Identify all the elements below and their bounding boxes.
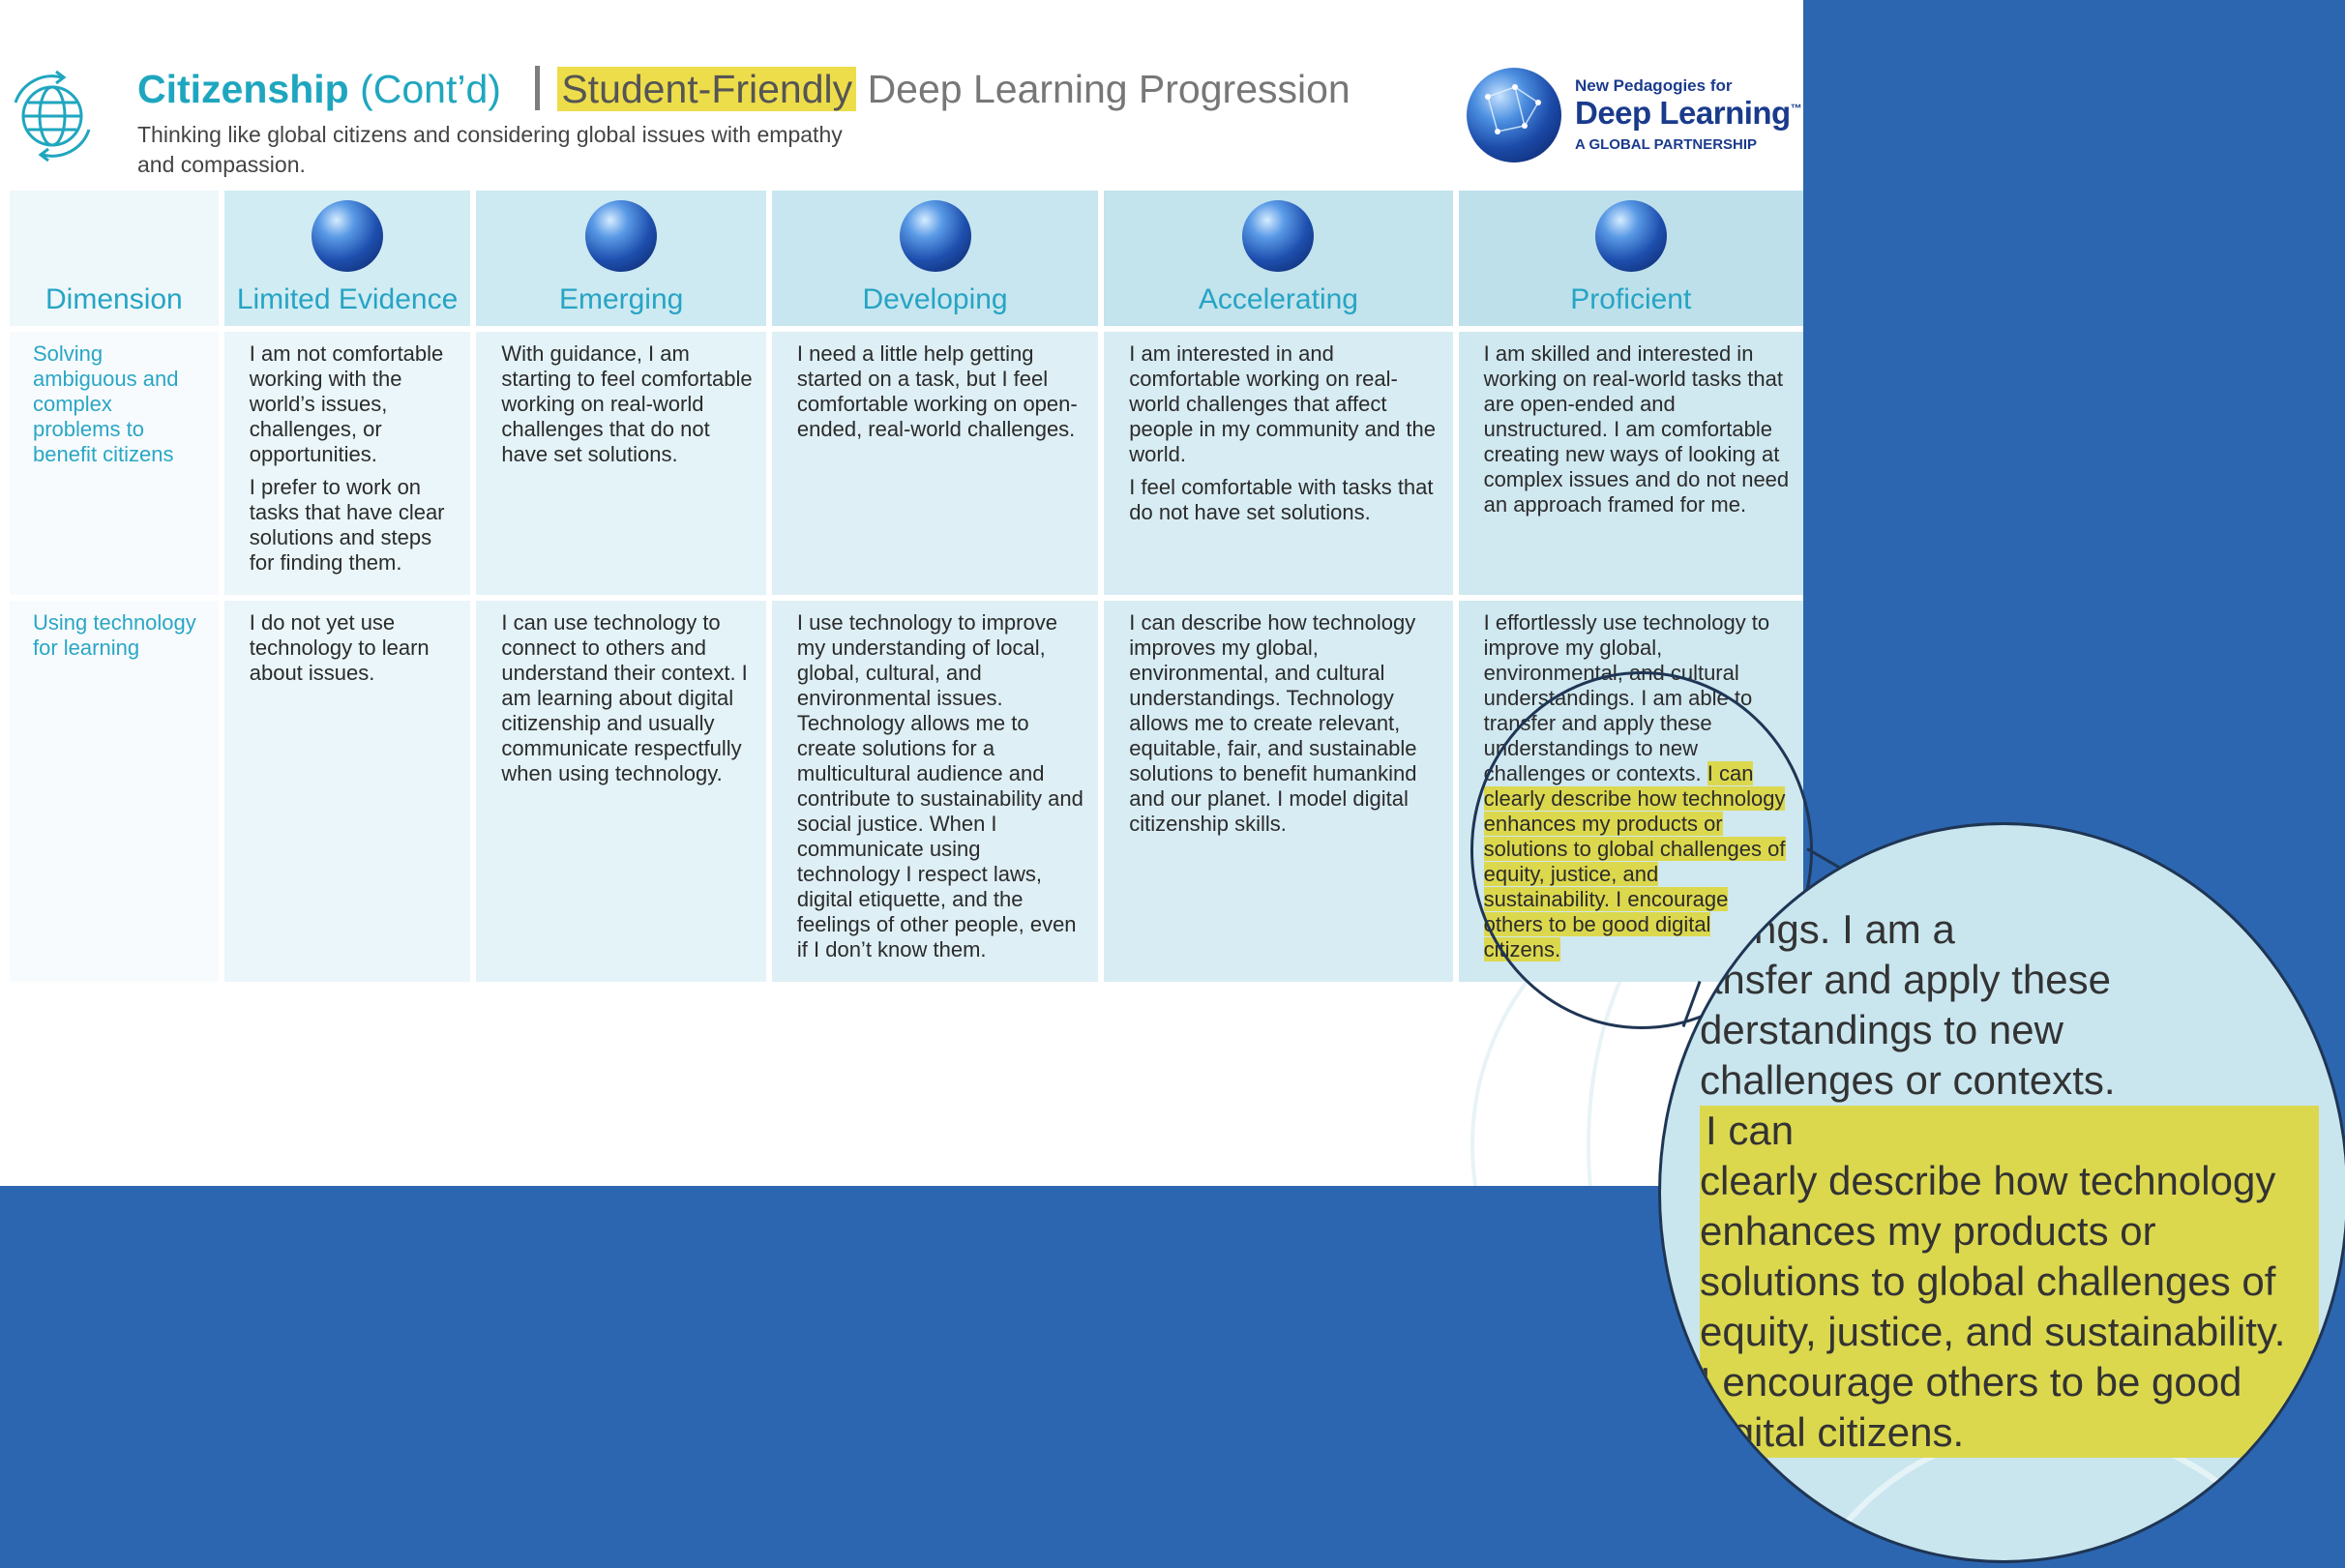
cell-text-plain: I effortlessly use technology to improve my global, environmental, and cultural understandings. I am able to transfer and apply these understandings to new challenges or contexts. [1483, 610, 1770, 785]
zoom-line-plain: challenges or contexts. [1700, 1057, 2116, 1103]
globe-cycle-icon [2, 64, 103, 164]
header-accelerating [1104, 191, 1452, 326]
cell-text: I can use technology to connect to others and understand their context. I am learning about digital citizenship and usually communicate respectfully when using technology. [501, 610, 748, 785]
constellation-icon [1467, 68, 1561, 163]
cell-text: I feel comfortable with tasks that do not have set solutions. [1129, 475, 1434, 524]
cell-limited [224, 601, 471, 982]
header-label: Accelerating [1198, 283, 1358, 315]
cell-text: I prefer to work on tasks that have clear solutions and steps for finding them. [249, 475, 445, 575]
header-dimension [10, 191, 219, 326]
logo-line2-text: Deep Learning [1575, 95, 1791, 131]
logo-line1: New Pedagogies for [1575, 76, 1733, 95]
cell-text: I can describe how technology improves my global, environmental, and cultural understandings. Technology allows me to create relevant, equitable, fair, and sustainable solutions to benefit humankind and our planet. I model digital citizenship skills. [1129, 610, 1417, 836]
level-orb-icon [900, 200, 971, 272]
title-cont: (Cont’d) [360, 67, 501, 111]
title-progression: Deep Learning Progression [867, 67, 1351, 111]
header-label: Emerging [558, 283, 684, 315]
cell-text: I am skilled and interested in working on real-world tasks that are open-ended and unstructured. I am comfortable creating new ways of looking at complex issues and do not need an approach framed for me. [1483, 341, 1790, 517]
subtitle-line1: Thinking like global citizens and considering global issues with empathy [137, 122, 843, 147]
cell-emerging [476, 601, 765, 982]
dimension-cell: Solving ambiguous and complex problems to benefit citizens [10, 332, 219, 595]
page-title [137, 60, 1351, 118]
cell-emerging [476, 332, 765, 595]
cell-limited [224, 332, 471, 595]
cell-developing [772, 601, 1098, 982]
highlighted-text: I can clearly describe how technology enhances my products or solutions to global challenges of equity, justice, and sustainability. I encourage others to be good digital citizens. [1483, 761, 1786, 962]
page-subtitle [137, 120, 931, 180]
zoom-line [1700, 1055, 2319, 1156]
cell-developing [772, 332, 1098, 595]
level-orb-icon [312, 200, 383, 272]
zoom-line: ansfer and apply these [1700, 957, 2111, 1002]
title-separator [535, 66, 540, 110]
subtitle-line2: and compassion. [137, 152, 306, 177]
cell-text: I am interested in and comfortable working on real-world challenges that affect people in my community and the world. [1129, 341, 1436, 466]
header-developing [772, 191, 1098, 326]
zoom-line-highlight: I encourage others to be good [1700, 1357, 2319, 1407]
table-row [10, 332, 1803, 595]
zoom-line-highlight: clearly describe how technology [1700, 1156, 2319, 1206]
zoom-highlight: I can [1700, 1106, 2319, 1156]
header-emerging [476, 191, 765, 326]
header-label: Proficient [1570, 283, 1692, 315]
level-orb-icon [585, 200, 657, 272]
cell-text: With guidance, I am starting to feel comfortable working on real-world challenges that do not have set solutions. [501, 341, 753, 466]
header-label: Developing [862, 283, 1008, 315]
level-orb-icon [1595, 200, 1667, 272]
zoom-line-highlight: solutions to global challenges of [1700, 1257, 2319, 1307]
title-highlight: Student-Friendly [557, 67, 856, 111]
zoom-line: ndings. I am a [1700, 906, 1955, 952]
cell-text: I am not comfortable working with the world’s issues, challenges, or opportunities. [249, 341, 444, 466]
cell-proficient [1459, 332, 1803, 595]
logo-line2 [1575, 95, 1801, 132]
zoom-line-highlight: equity, justice, and sustainability. [1700, 1307, 2319, 1357]
cell-text: I need a little help getting started on a task, but I feel comfortable working on open-ended, real-world challenges. [796, 341, 1078, 441]
npdl-logo-icon [1467, 68, 1561, 163]
cell-text: I use technology to improve my understanding of local, global, cultural, and environmental issues. Technology allows me to create solutions for a multicultural audience and contribute to sustainability and social justice. When I communicate using technology I respect laws, digital etiquette, and the feelings of other people, even if I don’t know them. [796, 610, 1083, 962]
cell-text: I do not yet use technology to learn about issues. [249, 610, 430, 685]
header-label: Dimension [45, 283, 183, 315]
cell-accelerating [1104, 332, 1452, 595]
dimension-cell: Using technology for learning [10, 601, 219, 982]
header-label: Limited Evidence [236, 283, 459, 315]
zoom-line-highlight: enhances my products or [1700, 1206, 2319, 1257]
zoom-line: derstandings to new [1700, 1007, 2063, 1052]
table-header-row [10, 191, 1803, 326]
header-proficient [1459, 191, 1803, 326]
zoom-magnifier [1658, 822, 2345, 1563]
cell-accelerating [1104, 601, 1452, 982]
title-main: Citizenship [137, 67, 349, 111]
logo-trademark: ™ [1790, 102, 1802, 115]
level-orb-icon [1242, 200, 1314, 272]
zoom-text [1700, 904, 2319, 1458]
logo-line3: A GLOBAL PARTNERSHIP [1575, 136, 1758, 153]
header-limited-evidence [224, 191, 471, 326]
zoom-line-highlight: digital citizens. [1700, 1407, 2319, 1458]
